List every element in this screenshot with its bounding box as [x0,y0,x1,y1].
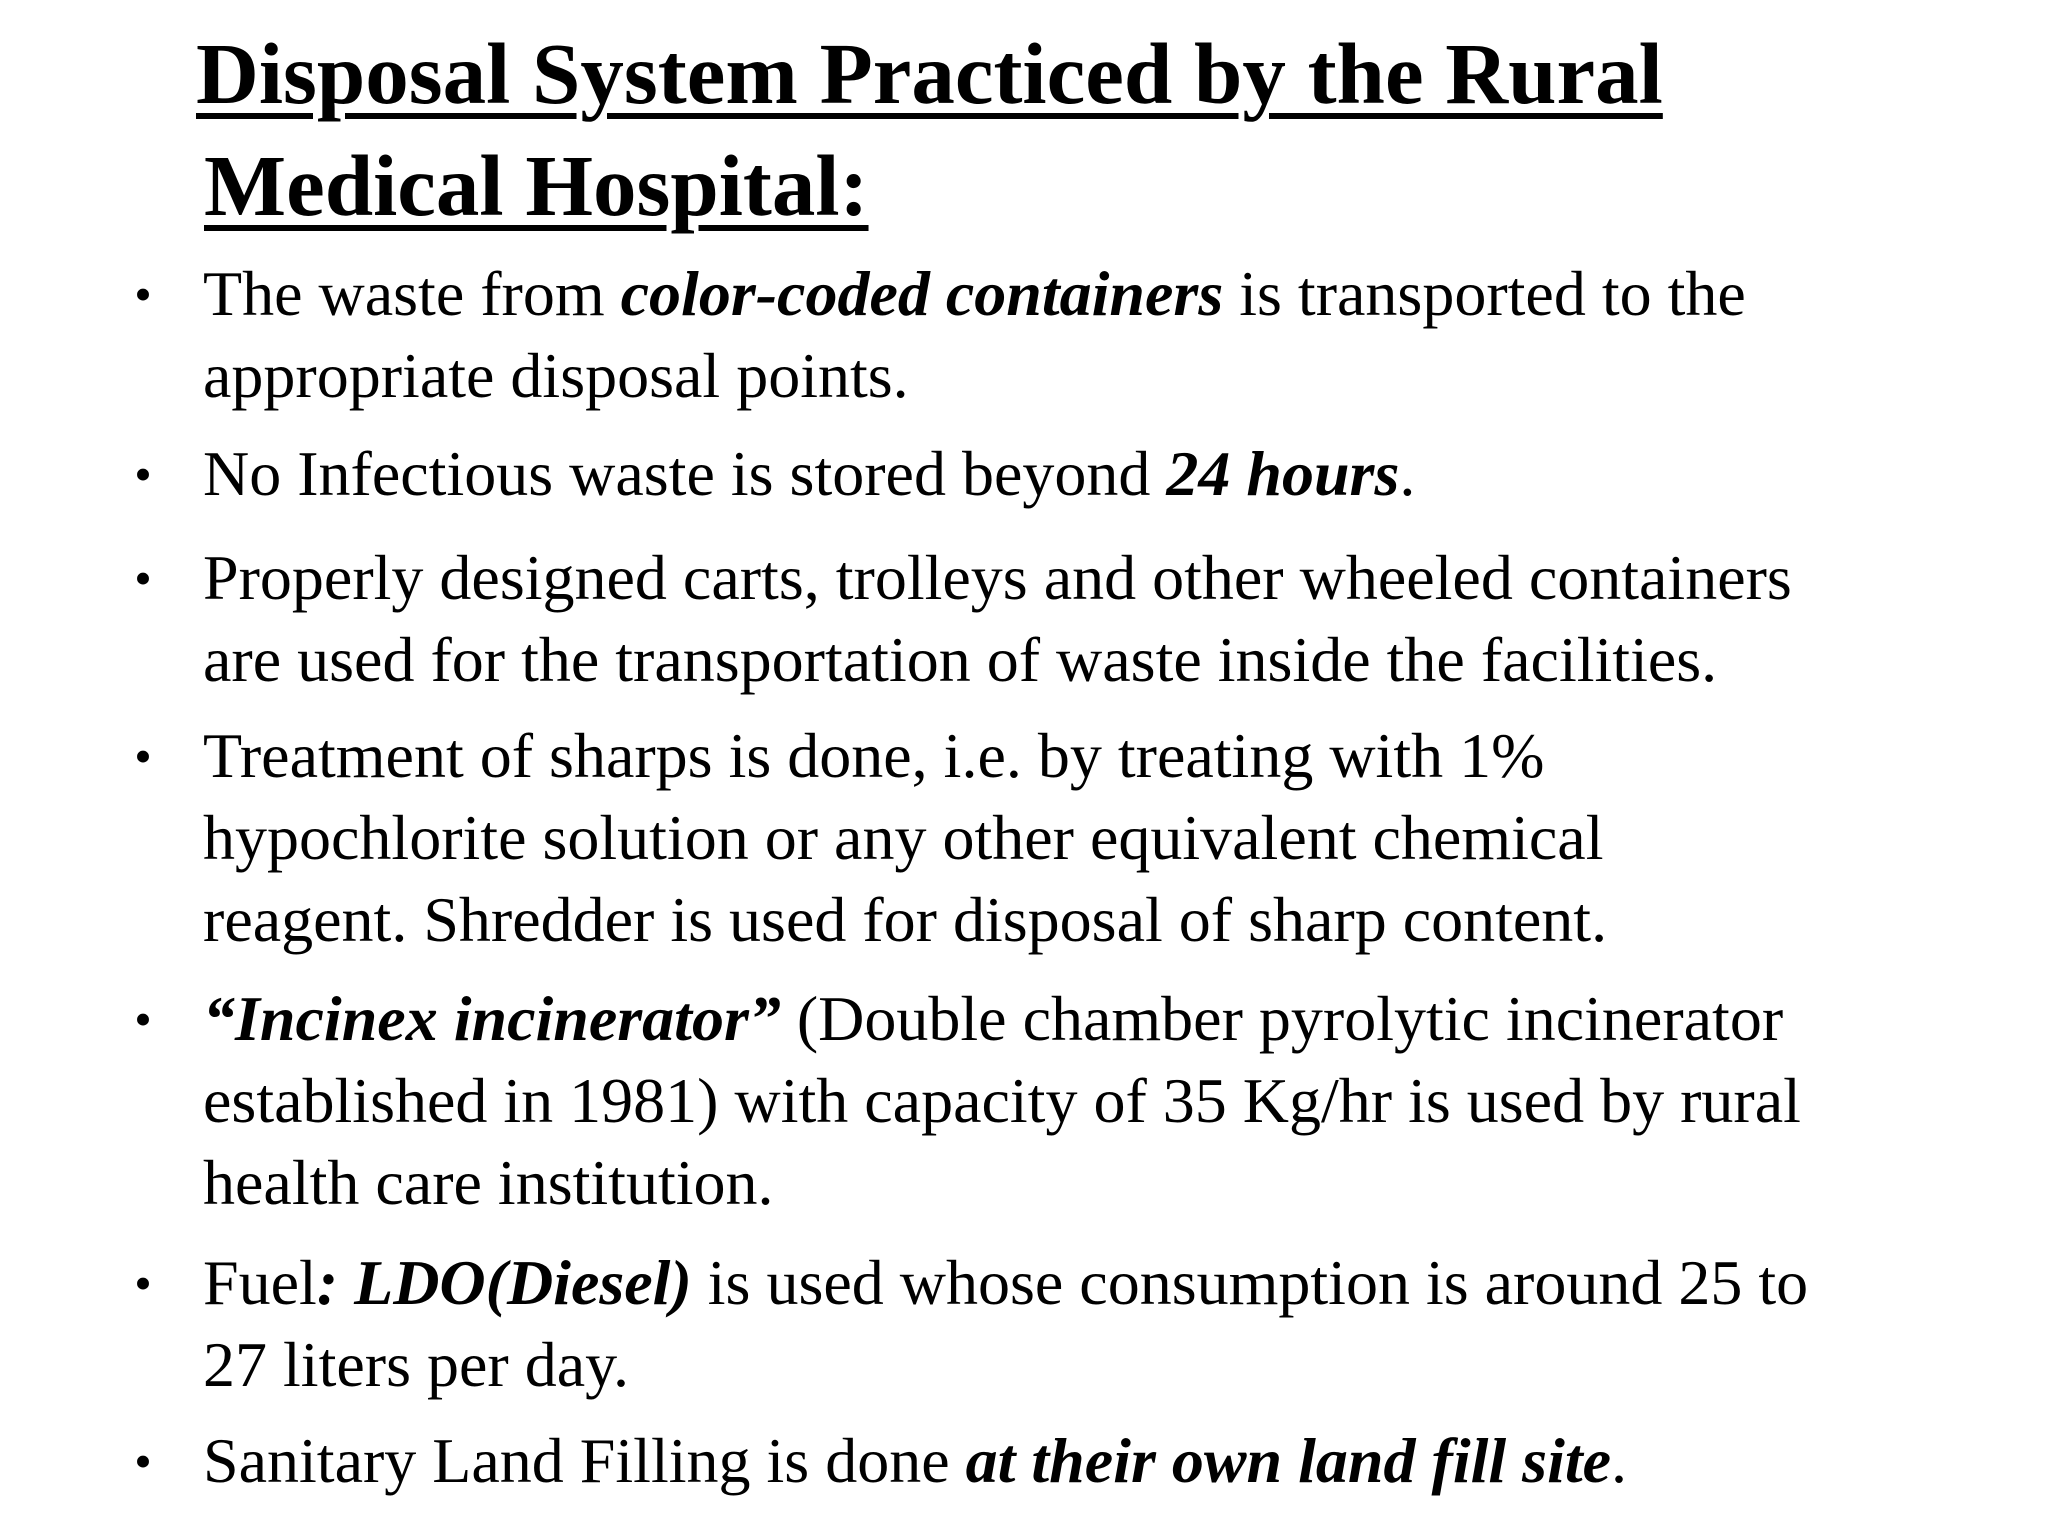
bullet-text-continuation: reagent. Shredder is used for disposal of sharp content. [203,884,1608,955]
bullet-text: No Infectious waste is stored beyond [203,438,1167,509]
bullet-text: is used whose consumption is around 25 to [691,1247,1809,1318]
slide-title [196,18,1956,242]
bullet-dot-icon: • [134,446,152,502]
bullet-emphasis: color-coded containers [620,258,1224,329]
bullet-dot-icon: • [134,1433,152,1489]
bullet-dot-icon: • [134,550,152,606]
bullet-text: . [1399,438,1416,509]
bullet-item-color-coded-containers [134,253,2003,417]
slide-title-line1: Disposal System Practiced by the Rural [196,25,1663,122]
bullet-text-continuation: established in 1981) with capacity of 35 Kg/hr is used by rural [203,1065,1801,1136]
bullet-dot-icon: • [134,991,152,1047]
bullet-text-continuation: hypochlorite solution or any other equivalent chemical [203,802,1604,873]
bullet-text-continuation: health care institution. [203,1147,774,1218]
bullet-item-incinerator [134,978,2003,1224]
bullet-text-continuation: appropriate disposal points. [203,340,909,411]
bullet-item-carts-trolleys [134,537,2003,701]
bullet-emphasis: “Incinex incinerator” [203,983,781,1054]
bullet-item-sharps-treatment [134,715,2003,961]
bullet-item-fuel [134,1242,2003,1406]
bullet-text: The waste from [203,258,621,329]
bullet-dot-icon: • [134,266,152,322]
bullet-text: (Double chamber pyrolytic incinerator [780,983,1784,1054]
bullet-text-continuation: are used for the transportation of waste inside the facilities. [203,624,1718,695]
bullet-text: Treatment of sharps is done, i.e. by treating with 1% [203,720,1545,791]
bullet-text-continuation: 27 liters per day. [203,1329,629,1400]
bullet-dot-icon: • [134,728,152,784]
bullet-text: Fuel [203,1247,317,1318]
slide-title-line2: Medical Hospital: [204,137,869,234]
bullet-emphasis: 24 hours [1166,438,1400,509]
bullet-emphasis: : LDO(Diesel) [316,1247,692,1318]
bullet-text: is transported to the [1223,258,1746,329]
bullet-item-24-hours [134,433,2003,515]
bullet-text: Properly designed carts, trolleys and other wheeled containers [203,542,1792,613]
bullet-item-land-filling [134,1420,2003,1502]
bullet-dot-icon: • [134,1255,152,1311]
bullet-text: . [1611,1425,1628,1496]
bullet-emphasis: at their own land fill site [965,1425,1612,1496]
bullet-text: Sanitary Land Filling is done [203,1425,966,1496]
